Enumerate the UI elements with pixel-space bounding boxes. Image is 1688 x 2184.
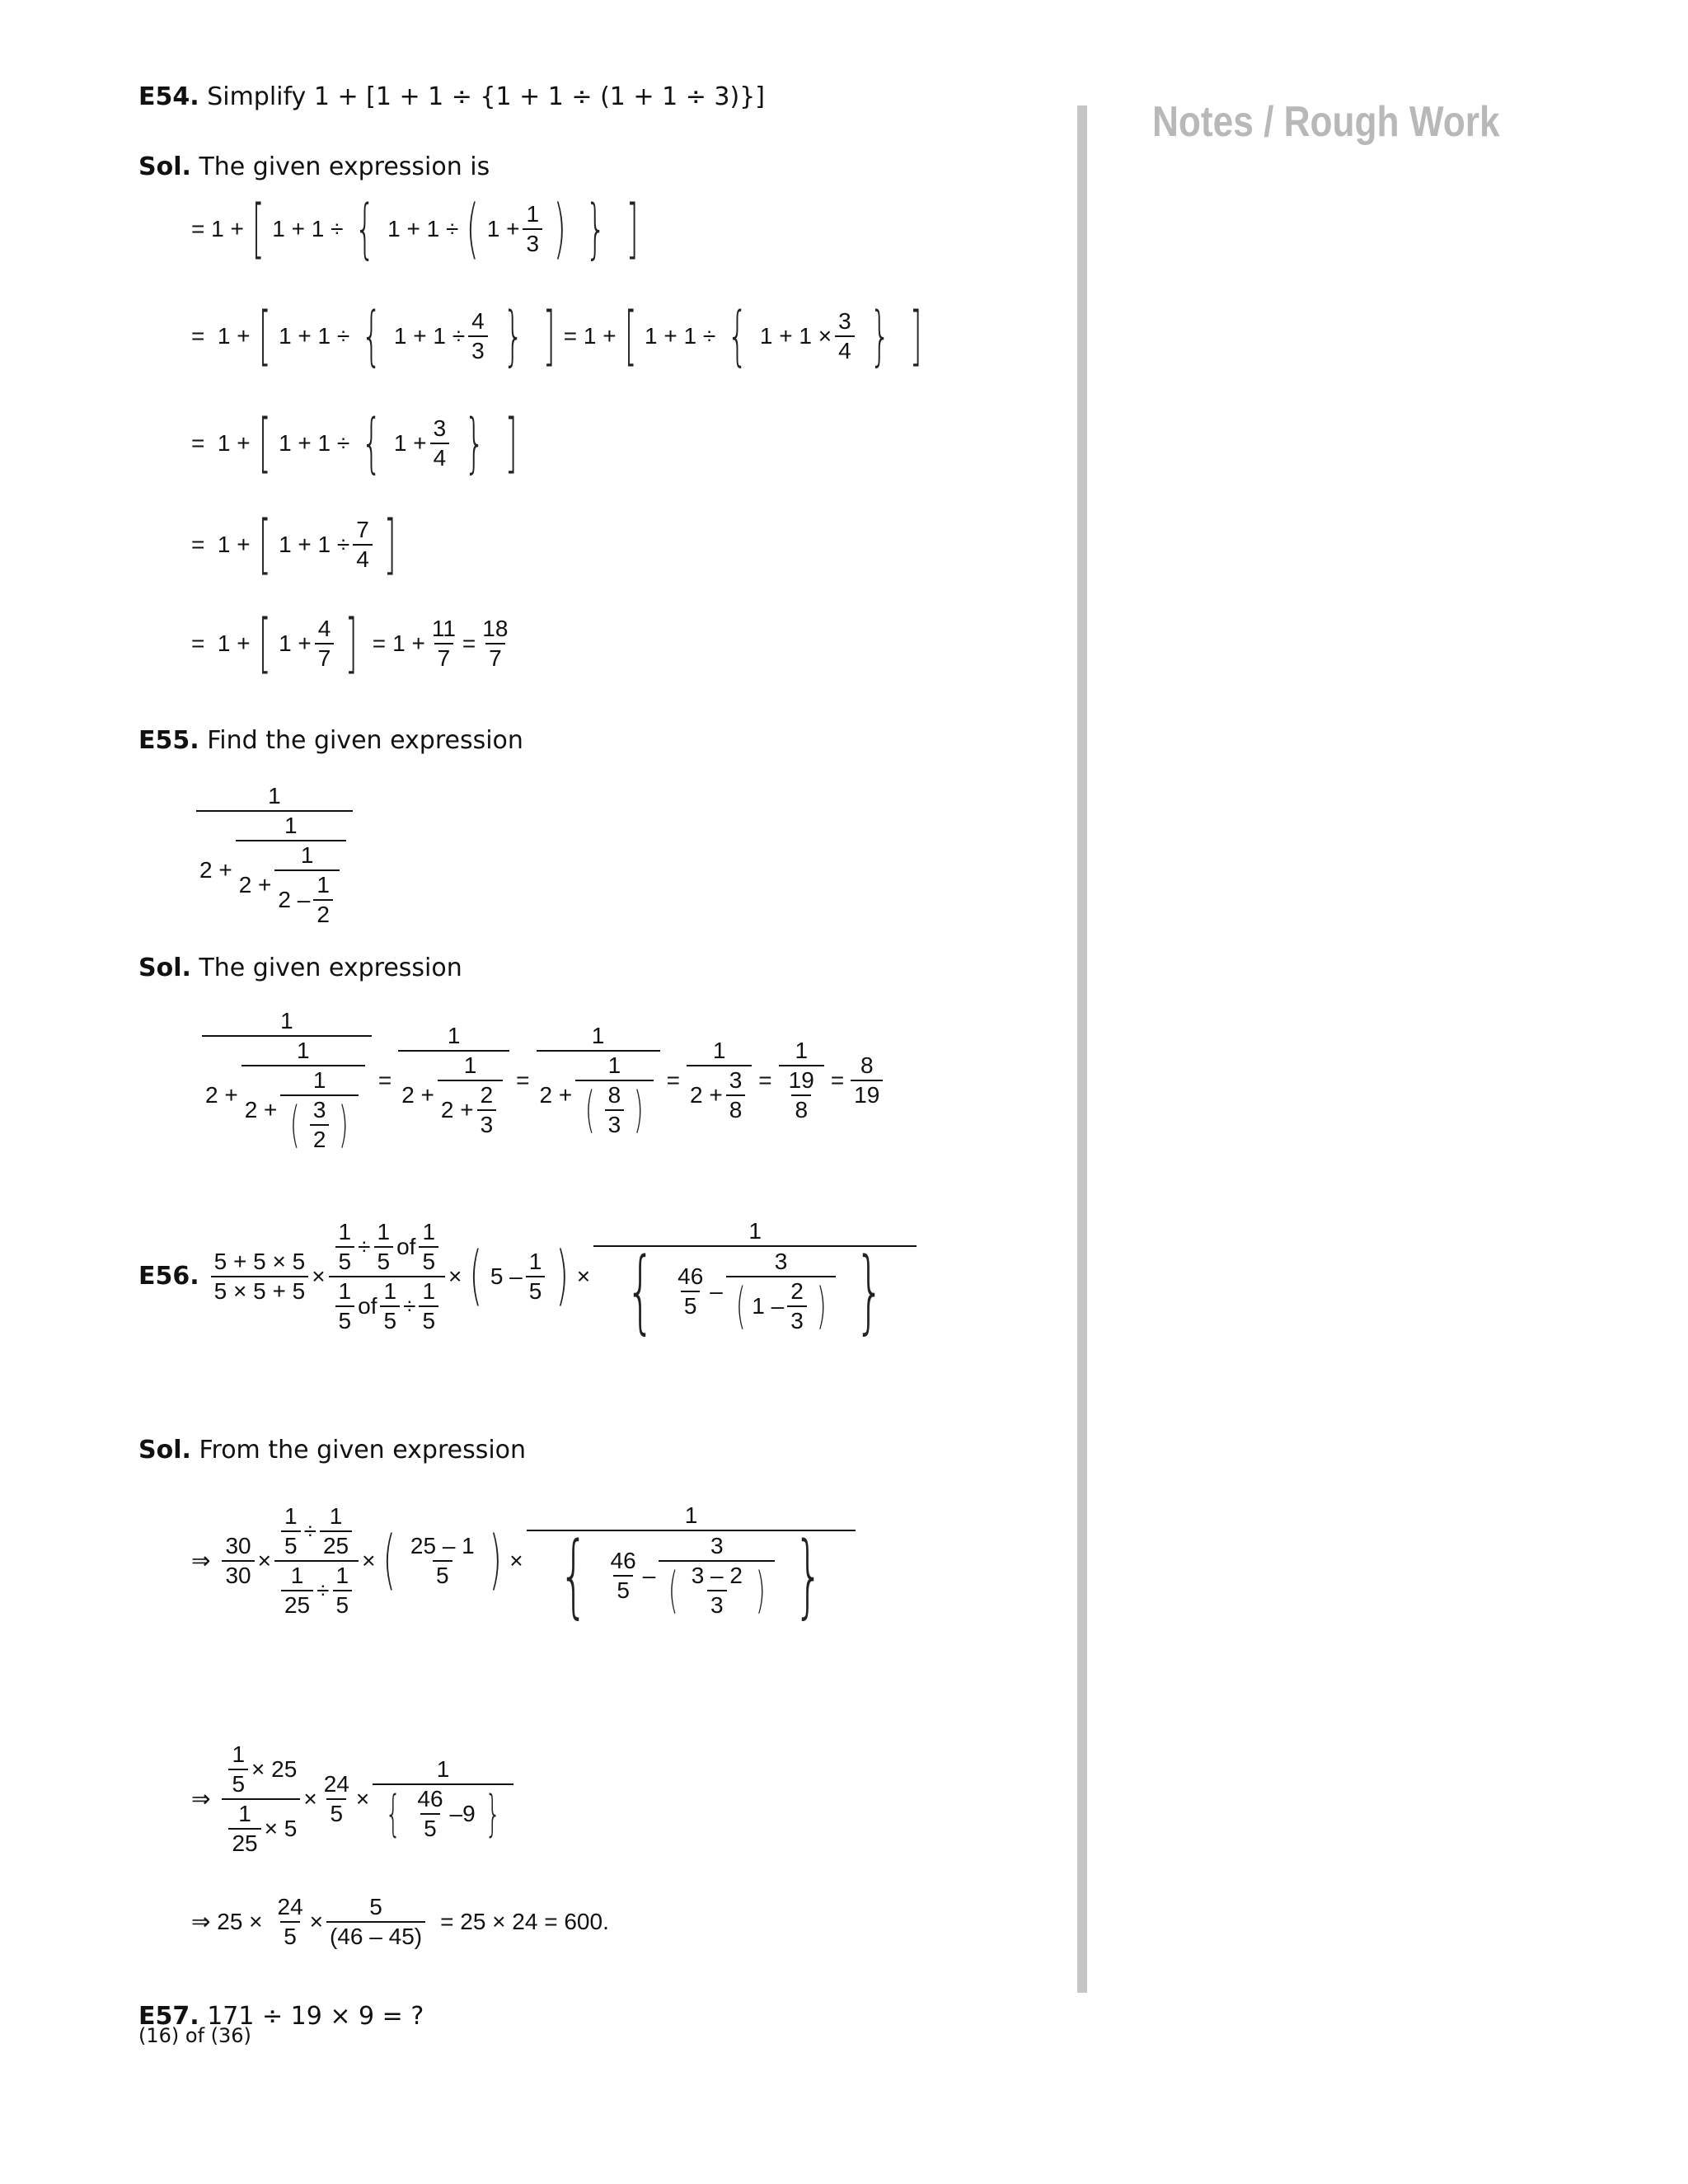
e56-step-2: ⇒ $\frac{1}{5}$ × 25 $\frac{1}{25}$ × 5 × $\frac{24}{5}$ × 1 { $\frac{46}{5}$ – 9 } — [191, 1743, 517, 1855]
e54-step-1: = 1 + [ 1 + 1 ÷ { 1 + 1 ÷ ( 1 + $\frac{1}{3}$ ) } ] — [191, 192, 639, 266]
e54-sol-label: Sol. — [138, 152, 191, 181]
e55-sol-text: The given expression — [199, 954, 462, 982]
page-number: (16) of (36) — [138, 2024, 251, 2047]
e55-sol-label: Sol. — [138, 954, 191, 982]
notes-rough-work-title: Notes / Rough Work — [1152, 98, 1500, 146]
margin-divider — [1077, 105, 1087, 1993]
e54-sol-line — [138, 152, 490, 181]
e54-question: Simplify 1 + [1 + 1 ÷ {1 + 1 ÷ (1 + 1 ÷ 3)}] — [207, 82, 765, 111]
e54-step-5: = 1 + [ 1 + $\frac{4}{7}$ ] = 1 + $\frac{11}{7}$ = $\frac{18}{7}$ — [191, 607, 509, 681]
e54-step-3: = 1 + [ 1 + 1 ÷ { 1 + $\frac{3}{4}$ } ] — [191, 406, 518, 480]
e56-sol-label: Sol. — [138, 1436, 191, 1465]
e56-question: E56. $\frac{5 + 5 \times 5}{5 \times 5 + 5}$ × $\frac{1}{5}$ ÷ $\frac{1}{5}$ of $\frac{1}{5}$ $\frac{1}{5}$ of $\frac{1}{5}$ ÷ $\frac{1}{5}$ × ( 5 – $\frac{1}{5}$ ) × 1 { $\frac{46}{5}$ – 3 ( 1 – $\frac{2}{3}$ ) } — [138, 1220, 920, 1333]
e54-question-line — [138, 82, 765, 111]
e55-label: E55. — [138, 726, 199, 755]
e56-sol-line — [138, 1438, 526, 1463]
e56-label: E56. — [138, 1261, 199, 1291]
e54-step-2: = 1 + [ 1 + 1 ÷ { 1 + 1 ÷ $\frac{4}{3}$ } ] = 1 + [ 1 + 1 ÷ { 1 + 1 × $\frac{3}{4}$ } ] — [191, 299, 923, 373]
e57-label: E57. — [138, 2002, 199, 2031]
e55-sol-line — [138, 956, 462, 981]
e55-expression: 1 2 + 1 2 + 1 2 – $\frac{1}{2}$ — [196, 785, 353, 926]
e54-sol-text: The given expression is — [199, 152, 490, 181]
e56-step-3: ⇒ 25 × $\frac{24}{5}$ × $\frac{5}{(46 - 45)}$ = 25 × 24 = 600. — [191, 1894, 609, 1949]
e54-label: E54. — [138, 82, 199, 111]
e56-step-1: ⇒ $\frac{30}{30}$ × $\frac{1}{5}$ ÷ $\frac{1}{25}$ $\frac{1}{25}$ ÷ $\frac{1}{5}$ × ( $\frac{25 - 1}{5}$ ) × 1 { $\frac{46}{5}$ – 3 ( $\frac{3 - 2}{3}$ ) } — [191, 1504, 859, 1617]
e55-question: Find the given expression — [207, 726, 523, 755]
e54-step-4: = 1 + [ 1 + 1 ÷ $\frac{7}{4}$ ] — [191, 508, 396, 582]
e55-question-line — [138, 726, 523, 755]
e56-sol-text: From the given expression — [199, 1436, 527, 1465]
e57-question: 171 ÷ 19 × 9 = ? — [207, 2002, 424, 2031]
e55-solution: 1 2 + 1 2 + 1 ( $\frac{3}{2}$ ) = 1 2 + 1 2 + $\frac{2}{3}$ = 1 2 + 1 ( $\frac{8}{3}$ ) = 1 2 + $\frac{3}{8}$ = $\frac{1}{\frac{19}{8}}$ = $\frac{8}{19}$ — [202, 1010, 883, 1151]
